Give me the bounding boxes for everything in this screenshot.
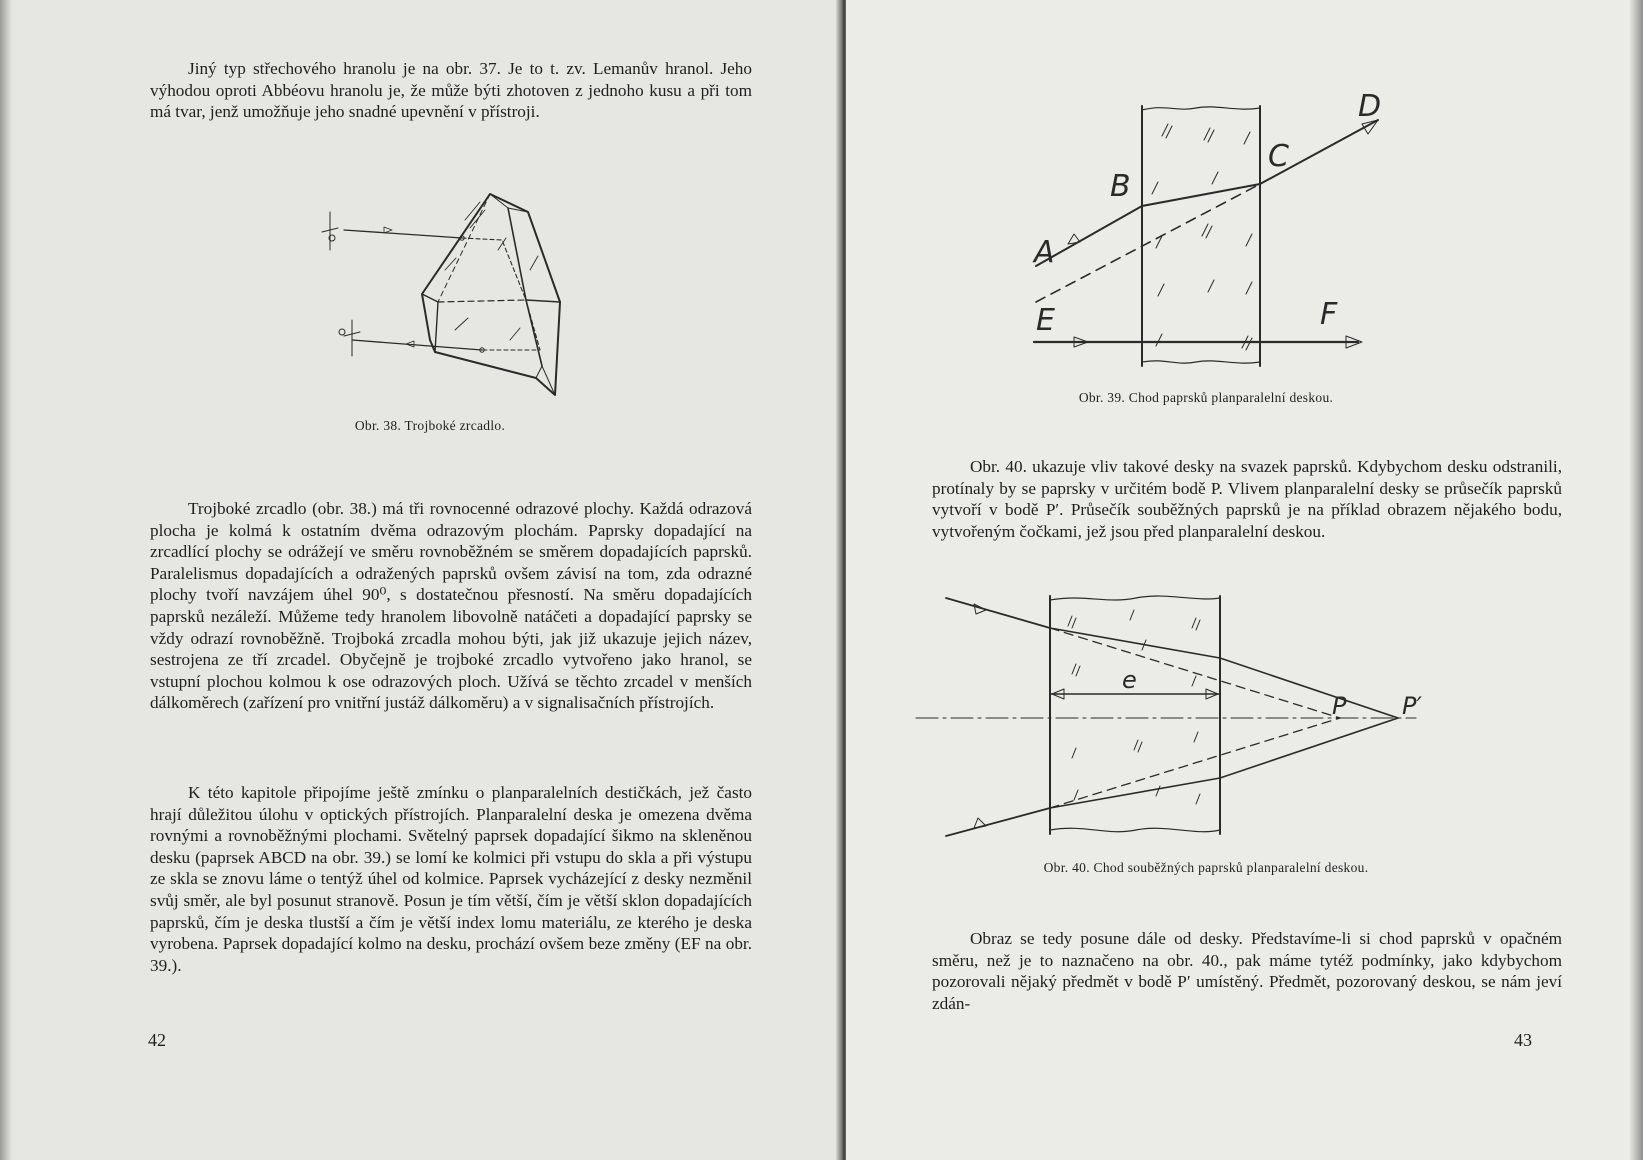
left-paragraph-trojboke-zrcadlo: Trojboké zrcadlo (obr. 38.) má tři rovnocenné odrazové plochy. Každá odrazová plocha je kolmá k ostatním dvěma odrazovým plochám. Paprsky dopadající na zrcadlící plochy se odrážejí ve směru rovnoběžném se směrem dopadajících paprsků. Paralelismus dopadajících a odražených paprsků ovšem závisí na tom, zda odrazné plochy tvoří navzájem úhel 90⁰, s dostatečnou přesností. Na směru dopadajících paprsků nezáleží. Můžeme tedy hranolem libovolně natáčeti a dopadající paprsky se vždy odrazí rovnoběžně. Trojboká zrcadla mohou býti, jak již ukazuje jejich název, sestrojena ze tří zrcadel. Obyčejně je trojboké zrcadlo vytvořeno jako hranol, se vstupní plochou kolmou k ose odrazových ploch. Užívá se těchto zrcadel v menších dálkoměrech (zařízení pro vnitřní justáž dálkoměru) a v signalisačních přístrojích. [150,499,752,713]
fig39-label-a: A [1034,235,1055,270]
fig39-label-e: E [1036,303,1055,338]
left-paragraph-lemanuv-hranol: Jiný typ střechového hranolu je na obr. 37. Je to t. zv. Lemanův hranol. Jeho výhodou oproti Abbéovu hranolu je, že může býti zhotoven z jednoho kusu a při tom má tvar, jenž umožňuje jeho snadné upevnění v přístroji. [150,59,752,122]
fig39-label-f: F [1320,297,1338,332]
figure-38-triple-mirror [330,190,590,410]
fig39-label-d: D [1358,89,1382,124]
right-paragraph-obraz-posun: Obraz se tedy posune dále od desky. Představíme-li si chod paprsků v opačném směru, než je to naznačeno na obr. 40., pak máme tytéž podmínky, jako kdybychom pozorovali nějaký předmět v bodě P′ umístěný. Předmět, pozorovaný deskou, se nám jeví zdán- [932,929,1562,1013]
right-page [846,0,1643,1160]
right-page-number: 43 [1514,1030,1532,1050]
left-page-number: 42 [148,1030,166,1050]
figure-38-caption: Obr. 38. Trojboké zrcadlo. [354,418,506,433]
figure-39-plate-ray-diagram [1016,89,1476,376]
fig39-label-b: B [1110,169,1131,204]
fig40-label-p: P [1332,692,1347,720]
left-page-edge [0,0,12,1160]
figure-40-converging-rays-diagram [946,590,1506,850]
right-paragraph-obr40-intro: Obr. 40. ukazuje vliv takové desky na svazek paprsků. Kdybychom desku odstranili, protínaly by se paprsky v určitém bodě P. Vlivem planparalelní desky se průsečík paprsků vytvoří v bodě P′. Průsečík souběžných paprsků je na příklad obrazem nějakého bodu, vytvořeným čočkami, jež jsou před planparalelní deskou. [932,457,1562,541]
right-page-edge [1629,0,1643,1160]
fig40-label-p-prime: P′ [1402,692,1422,720]
fig40-label-e: e [1122,666,1137,694]
left-paragraph-planparalelni-destičky: K této kapitole připojíme ještě zmínku o planparalelních destičkách, jež často hrají důležitou úlohu v optických přístrojích. Planparalelní deska je omezena dvěma rovnými a rovnoběžnými plochami. Světelný paprsek dopadající šikmo na skleněnou desku (paprsek ABCD na obr. 39.) se lomí ke kolmici při vstupu do skla a při výstupu ze skla se znovu láme o tentýž úhel od kolmice. Paprsek vycházející z desky nezměnil svůj směr, ale byl posunut stranově. Posun je tím větší, čím je větší sklon dopadajících paprsků, čím je deska tlustší a čím je větší index lomu materiálu, ze kterého je deska vyrobena. Paprsek dopadající kolmo na desku, prochází ovšem beze změny (EF na obr. 39.). [150,783,752,975]
figure-40-caption: Obr. 40. Chod souběžných paprsků planparalelní deskou. [1043,860,1369,875]
fig39-label-c: C [1268,139,1289,174]
figure-39-caption: Obr. 39. Chod paprsků planparalelní deskou. [1078,390,1334,405]
